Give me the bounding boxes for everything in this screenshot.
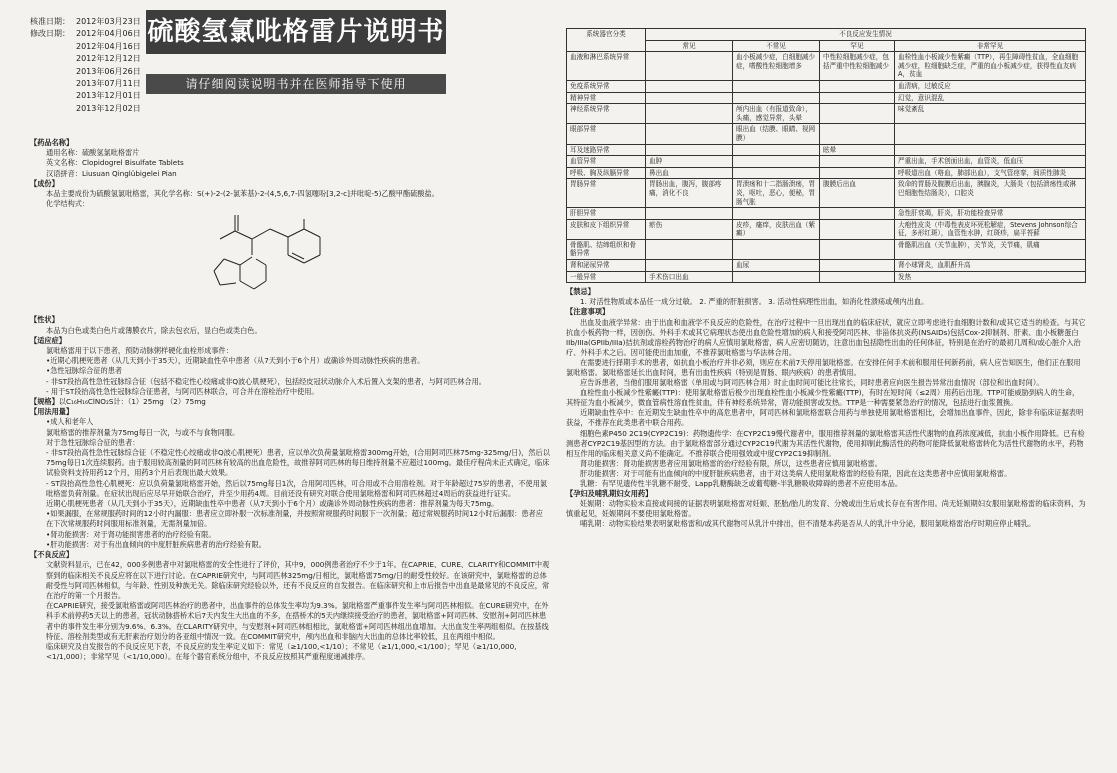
table-row: [567, 179, 1086, 208]
table-row: [567, 167, 1086, 179]
section-heading-ingredients: 【成份】: [30, 178, 59, 188]
table-header-cell: 非常罕见: [895, 40, 1086, 52]
dosage-line: 近期心肌梗死患者（从几天到小于35天），近期缺血性卒中患者（从7天到小于6个月）或确诊外周动脉性疾病的患者：推荐剂量为每天75mg。: [46, 499, 499, 509]
table-cell: 呼吸道出血（咯血，肺部出血），支气管痉挛，间质性肺炎: [895, 167, 1086, 179]
table-cell: 胃肠异常: [567, 179, 646, 208]
table-cell: 中性粒细胞减少症，包括严重中性粒细胞减少: [820, 52, 895, 81]
table-cell: 严重出血，手术创面出血，血管炎，低血压: [895, 156, 1086, 168]
dosage-line: •肝功能损害：对于有出血倾向的中度肝脏疾病患者的治疗经验有限。: [46, 539, 266, 549]
revision-row: 2013年12月02日: [76, 103, 141, 113]
revision-row: 2013年06月26日: [76, 66, 141, 76]
table-cell: [646, 80, 733, 92]
precaution-paragraph: 应告诉患者，当他们服用氯吡格雷（单用或与阿司匹林合用）时止血时间可能比往常长，同时患者应向医生报告异常出血情况（部位和出血时间）。: [580, 378, 1044, 388]
table-cell: [646, 208, 733, 220]
table-cell: 肾和泌尿异常: [567, 260, 646, 272]
precaution-paragraph: 肾功能损害：肾功能损害患者应用氯吡格雷的治疗经验有限，所以，这些患者应慎用氯吡格雷。: [580, 458, 882, 468]
table-cell: [820, 156, 895, 168]
table-cell: [820, 92, 895, 104]
table-row: [567, 260, 1086, 272]
table-cell: 肝胆异常: [567, 208, 646, 220]
table-cell: [733, 92, 820, 104]
section-heading-name: 【药品名称】: [30, 138, 74, 147]
table-cell: [820, 271, 895, 283]
table-cell: [646, 239, 733, 259]
table-cell: [646, 124, 733, 144]
table-cell: [733, 208, 820, 220]
table-cell: 一般异常: [567, 271, 646, 283]
table-cell: 胃肠出血，腹泻，腹部疼痛，消化不良: [646, 179, 733, 208]
section-heading-contraindications: 【禁忌】: [566, 287, 595, 297]
adverse-line: 临床研究及自发报告的不良反应见下表，不良反应的发生率定义如下：常见（≥1/100,<1/10）；不常见（≥1/1,000,<1/100）；罕见（≥1/10,000,<1/1,000）；非常罕见（<1/10,000）。在每个器官系统分组中，不良反应按照其严重程度递减排序。: [46, 641, 517, 662]
table-cell: 免疫系统异常: [567, 80, 646, 92]
dosage-line: 氯吡格雷的推荐剂量为75mg每日一次，与或不与食物同服。: [46, 427, 240, 437]
table-cell: 血肿: [646, 156, 733, 168]
table-cell: 眩晕: [820, 144, 895, 156]
drug-name-line: 通用名称：硫酸氢氯吡格雷片: [46, 148, 140, 158]
table-cell: 血小板减少症，白细胞减少症，嗜酸性粒细胞增多: [733, 52, 820, 81]
left-body: [30, 138, 550, 662]
revision-row: 修改日期： 2012年04月06日: [30, 29, 141, 39]
dosage-line: - 非ST段抬高性急性冠脉综合征（不稳定性心绞痛或非Q波心肌梗死）患者，应以单次负荷量氯吡格雷300mg开始，(合用阿司匹林75mg-325mg/日)，然后以75mg每日1次连续服药。由于服用较高剂量的阿司匹林有较高的出血危险性，故推荐阿司匹林的每日维持剂量不应超过100mg。最佳疗程尚未正式确定，临床试验资料支持用药12个月，用药3个月后表现出最大效果。: [46, 448, 550, 478]
table-cell: [820, 208, 895, 220]
adverse-line: 文献资料显示，已在42，000多例患者中对氯吡格雷的安全性进行了评价，其中9，000例患者治疗不少于1年。在CAPRIE、CURE、CLARITY和COMMIT中观察到的临床相关不良反应将在以下进行讨论。在CAPRIE研究中，与阿司匹林325mg/日相比，氯吡格雷75mg/日的耐受性较好。在该研究中，氯吡格雷的总体耐受性与阿司匹林相似，与年龄、性别及种族无关。除临床研究经验以外，还有不良反应的自发报告。在临床研究和上市后报告中出血是最常见的不良反应，常在治疗的第一个月报告。: [46, 560, 550, 600]
table-cell: [646, 52, 733, 81]
dosage-line: •如果漏服，在常规服药时间的12小时内漏服：患者应立即补服一次标准剂量，并按照常规服药时间服下一次剂量；超过常规服药时间12小时后漏服：患者应在下次常规服药时间服用标准剂量，无需剂量加倍。: [46, 509, 543, 529]
table-cell: 骨骼肌出血（关节血肿），关节炎，关节痛，肌痛: [895, 239, 1086, 259]
table-cell: 精神异常: [567, 92, 646, 104]
appearance-line: 本品为白色或类白色片或薄膜衣片，除去包衣后，显白色或类白色。: [46, 325, 262, 335]
table-cell: 皮肤和皮下组织异常: [567, 219, 646, 239]
indication-line: 氯吡格雷用于以下患者，预防动脉粥样硬化血栓形成事件：: [46, 346, 233, 356]
section-heading-precautions: 【注意事项】: [566, 307, 610, 317]
indication-line: - 用于ST段抬高性急性冠脉综合征患者，与阿司匹林联合，可合并在溶栓治疗中使用。: [46, 386, 319, 396]
table-cell: 骨骼肌、结缔组织和骨骼异常: [567, 239, 646, 259]
table-header-cell: 不常见: [733, 40, 820, 52]
left-page: [30, 10, 550, 770]
section-heading-spec: 【规格】: [30, 397, 59, 407]
table-cell: [646, 104, 733, 124]
table-cell: [733, 167, 820, 179]
table-cell: 眼出血（结膜、眼睛、视网膜）: [733, 124, 820, 144]
adverse-line: 在CAPRIE研究，接受氯吡格雷或阿司匹林治疗的患者中，出血事件的总体发生率均为9.3%。氯吡格雷严重事件发生率与阿司匹林相似。在CURE研究中，在外科手术前停药5天以上的患者，冠状动脉搭桥术后7天内发生大出血的不多，在搭桥术的5天内继续接受治疗的患者，氯吡格雷+阿司匹林、安慰剂+阿司匹林患者中的事件发生率分别为9.6%、6.3%。在CLARITY研究中，与安慰剂+阿司匹林组相比，氯吡格雷+阿司匹林组出血增加。大出血发生率两组相似。在按基线特征、溶栓剂类型或有无肝素治疗划分的各亚组中情况一致。在COMMIT研究中，颅内出血和非脑内大出血的总体比率较低，且在两组中相似。: [46, 601, 549, 641]
table-cell: 发热: [895, 271, 1086, 283]
chemical-structure: [30, 209, 550, 315]
table-row: [567, 144, 1086, 156]
table-cell: 瘀伤: [646, 219, 733, 239]
table-cell: [820, 124, 895, 144]
table-cell: [733, 271, 820, 283]
pregnancy-paragraph: 妊娠期：动物实验未直接或间接的证据表明氯吡格雷对妊娠、胚胎/胎儿的发育、分娩或出生后成长存在有害作用。尚无妊娠期妇女服用氯吡格雷的临床资料，为慎重起见，妊娠期间不要使用氯吡格雷。: [566, 499, 1086, 519]
table-cell: 血管异常: [567, 156, 646, 168]
table-cell: 血清病，过敏反应: [895, 80, 1086, 92]
table-cell: [733, 144, 820, 156]
table-row: [567, 104, 1086, 124]
table-header-cell: 系统器官分类: [567, 29, 646, 52]
drug-name-line: 汉语拼音：Liusuan Qinglübigelei Pian: [46, 168, 177, 178]
table-cell: [646, 260, 733, 272]
table-cell: 神经系统异常: [567, 104, 646, 124]
table-row: [567, 239, 1086, 259]
section-heading-appearance: 【性状】: [30, 315, 59, 325]
dosage-line: •成人和老年人: [46, 417, 94, 427]
dosage-line: - ST段抬高性急性心肌梗死：应以负荷量氯吡格雷开始，然后以75mg每日1次，合用阿司匹林，可合用或不合用溶栓剂。对于年龄超过75岁的患者，不使用氯吡格雷负荷剂量。在症状出现后应尽早开始联合治疗，并至少用药4周。目前还没有研究对联合使用氯吡格雷和阿司匹林超过4周后的获益进行证实。: [46, 478, 548, 498]
section-heading-pregnancy: 【孕妇及哺乳期妇女用药】: [566, 489, 653, 499]
table-cell: 眼部异常: [567, 124, 646, 144]
table-cell: 腹膜后出血: [820, 179, 895, 208]
table-cell: 大疱性皮炎（中毒性表皮坏死松解症，Stevens Johnson综合征，多形红斑），血管性水肿，红斑疹，扁平苔藓: [895, 219, 1086, 239]
table-cell: 血尿: [733, 260, 820, 272]
table-cell: 急性肝衰竭，肝炎，肝功能检查异常: [895, 208, 1086, 220]
table-row: [567, 271, 1086, 283]
table-row: [567, 52, 1086, 81]
table-cell: [820, 219, 895, 239]
table-cell: [646, 144, 733, 156]
indication-line: •近期心肌梗死患者（从几天到小于35天），近期缺血性卒中患者（从7天到小于6个月）或确诊外周动脉性疾病的患者。: [46, 356, 425, 366]
table-cell: 血液和淋巴系统异常: [567, 52, 646, 81]
revision-row: 2013年12月01日: [76, 91, 141, 101]
table-cell: [820, 104, 895, 124]
spec-line: 【规格】以C₁₆H₁₆ClNO₂S计：（1）25mg （2）75mg: [30, 397, 206, 407]
right-body: [566, 287, 1086, 529]
table-cell: 血栓性血小板减少性紫癜（TTP），再生障碍性贫血，全血细胞减少症，粒细胞缺乏症，严重的血小板减少症，获得性血友病A，贫血: [895, 52, 1086, 81]
table-row: [567, 124, 1086, 144]
table-cell: 耳及迷路异常: [567, 144, 646, 156]
section-heading-dosage: 【用法用量】: [30, 407, 74, 417]
right-page: [566, 28, 1086, 770]
drug-name-line: 英文名称：Clopidogrel Bisulfate Tablets: [46, 158, 184, 168]
document-title: 硫酸氢氯吡格雷片说明书: [146, 10, 446, 54]
table-cell: [820, 260, 895, 272]
contraindication-text: 1. 对活性物质或本品任一成分过敏。 2. 严重的肝脏损害。 3. 活动性病理性出血，如消化性溃疡或颅内出血。: [580, 297, 929, 307]
indication-line: - 非ST段抬高性急性冠脉综合征（包括不稳定性心绞痛或非Q波心肌梗死），包括经皮冠状动脉介入术后置入支架的患者，与阿司匹林合用。: [46, 376, 486, 386]
table-header-row: [567, 29, 1086, 41]
structure-diagram: [180, 209, 420, 301]
indication-line: •急性冠脉综合征的患者: [46, 366, 123, 376]
revision-dates: [30, 16, 150, 115]
table-cell: [733, 239, 820, 259]
section-heading-indications: 【适应症】: [30, 335, 66, 345]
table-cell: [646, 92, 733, 104]
table-header-cell: 不良反应发生情况: [646, 29, 1086, 41]
table-row: [567, 92, 1086, 104]
table-cell: [820, 167, 895, 179]
precaution-paragraph: 血栓性血小板减少性紫癜(TTP)：使用氯吡格雷后极少出现血栓性血小板减少性紫癜(TTP)，有时在短时间（≤2周）用药后出现。TTP可能威胁到病人的生命，其特征为血小板减少，微血管病性溶血性贫血，伴有神经系统异常，肾功能损害或发热。TTP是一种需要紧急治疗的情况，包括进行血浆置换。: [566, 388, 1080, 408]
table-cell: [733, 156, 820, 168]
table-cell: [820, 239, 895, 259]
table-cell: [820, 80, 895, 92]
table-cell: 肾小球肾炎，血肌酐升高: [895, 260, 1086, 272]
table-cell: 呼吸、胸及纵膈异常: [567, 167, 646, 179]
adverse-reaction-table: [566, 28, 1086, 283]
precaution-paragraph: 细胞色素P450 2C19(CYP2C19)：药物遗传学：在CYP2C19慢代谢者中，服用推荐剂量的氯吡格雷其活性代谢物的血药浓度减低，抗血小板作用降低。已有检测患者CYP2C19基因型的方法。由于氯吡格雷部分通过CYP2C19代谢为其活性代谢物，使用抑制此酶活性的药物可能降低氯吡格雷转化为活性代谢物的水平，药物相互作用的临床相关意义尚不能确定。不推荐联合使用强效或中度CYP2C19抑制剂。: [566, 428, 1085, 458]
dosage-line: 对于急性冠脉综合征的患者：: [46, 437, 140, 447]
table-row: [567, 156, 1086, 168]
table-cell: 鼻出血: [646, 167, 733, 179]
table-cell: 致命的胃肠及腹膜后出血，胰腺炎，大肠炎（包括溃疡性或淋巴细胞性结肠炎），口腔炎: [895, 179, 1086, 208]
table-cell: 胃溃疡和十二指肠溃疡，胃炎，呕吐，恶心，便秘，胃肠气胀: [733, 179, 820, 208]
revision-row: 核准日期： 2012年03月23日: [30, 17, 141, 26]
table-cell: [895, 144, 1086, 156]
table-cell: 颅内出血（有报道致命），头痛，感觉异常，头晕: [733, 104, 820, 124]
table-cell: 手术伤口出血: [646, 271, 733, 283]
revision-row: 2012年12月12日: [76, 54, 141, 64]
table-row: [567, 219, 1086, 239]
section-heading-adverse: 【不良反应】: [30, 550, 74, 560]
table-row: [567, 80, 1086, 92]
document-subtitle: 请仔细阅读说明书并在医师指导下使用: [146, 74, 446, 94]
table-header-cell: 罕见: [820, 40, 895, 52]
table-row: [567, 208, 1086, 220]
pregnancy-paragraph: 哺乳期：动物实验结果表明氯吡格雷和/或其代谢物可从乳汁中排出，但不清楚本药是否从人的乳汁中分泌，服用氯吡格雷治疗时期应停止哺乳。: [580, 519, 1036, 529]
table-cell: 味觉紊乱: [895, 104, 1086, 124]
table-cell: [733, 80, 820, 92]
ingredients-line: 本品主要成份为硫酸氢氯吡格雷，其化学名称：S(+)-2-(2-氯苯基)-2-(4,5,6,7-四氢噻吩[3,2-c]并吡啶-5)乙酸甲酯硫酸盐。: [46, 189, 439, 199]
ingredients-line: 化学结构式：: [46, 199, 90, 209]
table-cell: 皮疹，瘙痒，皮肤出血（紫癜）: [733, 219, 820, 239]
revision-row: 2012年04月16日: [76, 41, 141, 51]
table-cell: 幻觉，意识混乱: [895, 92, 1086, 104]
precaution-paragraph: 肝功能损害：对于可能有出血倾向的中度肝脏疾病患者，由于对这类病人使用氯吡格雷的经验有限，因此在这类患者中应慎用氯吡格雷。: [580, 468, 1012, 478]
dosage-line: •肾功能损害：对于肾功能损害患者的治疗经验有限。: [46, 529, 216, 539]
revision-row: 2013年07月11日: [76, 79, 141, 89]
precaution-paragraph: 出血及血液学异常：由于出血和血液学不良反应的危险性，在治疗过程中一旦出现出血的临床症状，就应立即考虑进行血细胞计数和/或其它适当的检查。与其它抗血小板药物一样，因创伤、外科手术或其它病理状态使出血危险性增加的病人和接受阿司匹林、非甾体抗炎药(NSAIDs)包括Cox-2抑制剂、肝素、血小板糖蛋白IIb/IIIa(GPIIb/IIIa)拮抗剂或溶栓药物治疗的病人应慎用氯吡格雷，病人应密切随访，注意出血包括隐性出血的任何体征，特别是在治疗的最初几周和/或心脏介入治疗、外科手术之后。因可能使出血加重，不推荐氯吡格雷与华法林合用。: [566, 317, 1086, 357]
precaution-paragraph: 乳糖：有罕见遗传性半乳糖不耐受、Lapp乳糖酶缺乏或葡萄糖-半乳糖吸收障碍的患者不应使用本品。: [580, 479, 903, 489]
precaution-paragraph: 在需要进行择期手术的患者，如抗血小板治疗并非必须，则应在术前7天停用氯吡格雷。在安排任何手术前和服用任何新药前，病人应告知医生，他们正在服用氯吡格雷。氯吡格雷延长出血时间，患有出血性疾病（特别是胃肠、眼内疾病）的患者慎用。: [566, 357, 1081, 377]
precaution-paragraph: 近期缺血性卒中：在近期发生缺血性卒中的高危患者中，阿司匹林和氯吡格雷联合用药与单独使用氯吡格雷相比，会增加出血事件，因此，除非有临床证据表明获益，不推荐在此类患者中联合用药。: [566, 408, 1084, 428]
table-header-cell: 常见: [646, 40, 733, 52]
table-cell: [895, 124, 1086, 144]
